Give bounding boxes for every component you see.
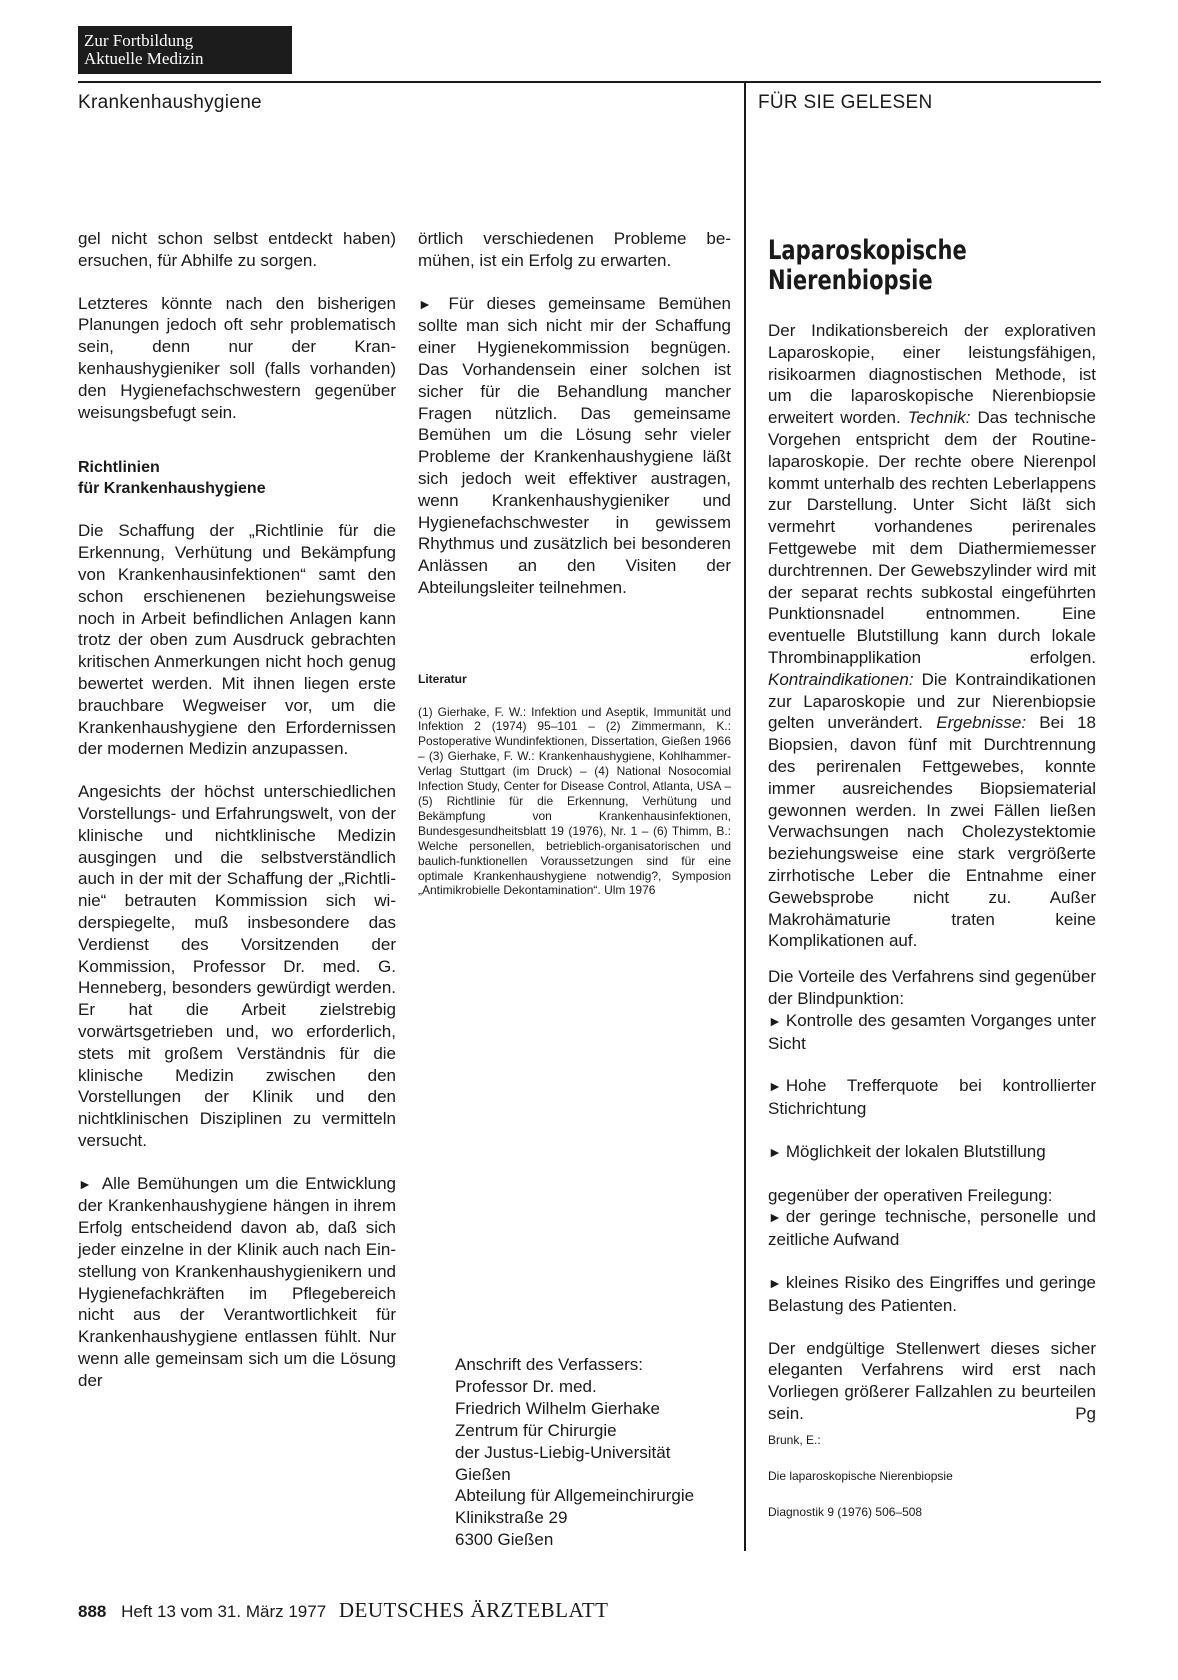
literatur-list: (1) Gierhake, F. W.: Infektion und Aseptik, Immunität und Infektion 2 (1974) 95–101 – (2) Zimmermann, K.: Postoperative Wundinfektionen, Dissertation, Gießen 1966 – (3) Gierhake, F. W.: Krankenhaushygiene, Kohlhammer-Verlag Stuttgart (im Druck) – (4) National Nosocomial Infection Study, Center for Disease Control, Atlanta, USA – (5) Richtlinie für die Erkennung, Verhütung und Bekämpfung von Krankenhausinfektionen, Bundesgesundheitsblatt 19 (1976), Nr. 1 – (6) Thimm, B.: Welche personellen, betrieblich-organisatorischen und baulich-funktionellen Voraussetzungen sind für eine optimale Krankenhaushygiene notwendig?, Symposion „Antimikrobielle Dekontamination“. Ulm 1976	[418, 704, 731, 898]
magazine-name: DEUTSCHES ÄRZTEBLATT	[338, 1598, 609, 1622]
address-line: Klinikstraße 29	[455, 1508, 568, 1528]
triangle-bullet-icon: ►	[768, 1209, 782, 1226]
list-item	[768, 1075, 1096, 1120]
list-item	[768, 1272, 1096, 1317]
article-title	[768, 236, 1024, 296]
address-line: Zentrum für Chirurgie	[455, 1420, 617, 1440]
col2-paragraph-2	[418, 293, 731, 599]
triangle-bullet-icon: ►	[78, 1175, 92, 1192]
col3-text: Bei 18 Biopsien, davon fünf mit Durchtrennung des perirenalen Fettgewebes, konnte immer ausreichendes Biopsiematerial gewonnen werden. In zwei Fällen ließen Verwachsungen nach Cholezystektomie beziehungsweise eine stark vergrößerte zirrhotische Leber die Entnahme einer Gewebsprobe nicht zu. Außer Makrohämaturie traten keine Komplikationen auf.	[768, 713, 1097, 951]
address-line: Gießen	[455, 1464, 511, 1484]
column-1	[78, 228, 396, 1413]
col3-text: Die Kontraindikationen zur Laparoskopie und zur Nierenbiopsie gelten unverändert.	[768, 669, 1096, 733]
col3-paragraph-1	[768, 320, 1096, 952]
list-item-text: Hohe Trefferquote bei kontrollierter Stichrichtung	[768, 1076, 1096, 1119]
list-item	[768, 1010, 1096, 1055]
col2-paragraph-1: örtlich verschiedenen Probleme bemühen, ist ein Erfolg zu erwarten.	[418, 229, 731, 270]
col3-paragraph-2: Die Vorteile des Verfahrens sind gegenüber der Blindpunktion:	[768, 967, 1096, 1008]
running-head-left: Krankenhaushygiene	[78, 92, 262, 113]
address-line: Abteilung für Allgemeinchirurgie	[455, 1486, 695, 1506]
col3-text: Das technische Vorgehen entspricht dem der Routinelaparoskopie. Der rechte obere Nierenpol kommt unterhalb des rechten Leberlappens zur Darstellung. Unter Sicht läßt sich vermehrt vorhandenes perirenales Fettgewebe mit dem Diathermiemesser durchtrennen. Der Gewebszylinder wird mit der separat rechts subkostal eingeführten Punktionsnadel entnommen. Eine eventuelle Blutstillung kann durch lokale Thrombinapplikation erfolgen.	[768, 408, 1096, 667]
issue-info: Heft 13 vom 31. März 1977	[121, 1602, 327, 1621]
address-line: der Justus-Liebig-Universität	[455, 1442, 671, 1462]
list-item-text: Kontrolle des gesamten Vorganges unter Sicht	[768, 1010, 1096, 1053]
address-line: Friedrich Wilhelm Gierhake	[455, 1398, 660, 1418]
list-item-text: der geringe technische, personelle und zeitliche Aufwand	[768, 1207, 1096, 1250]
section-label-line2: Aktuelle Medizin	[84, 49, 204, 68]
col1-paragraph-4: Angesichts der höchst unterschiedlichen Vorstellungs- und Erfahrungswelt, von der klinische und nichtklinische Medizin ausgingen und die selbstverständlich auch in der mit der Schaffung der „Richtlinie“ betrauten Kommission sich widerspiegelte, muß insbesondere das Verdienst des Vorsitzenden der Kommission, Professor Dr. med. G. Henneberg, besonders gewürdigt werden. Er hat die Arbeit zielstrebig vorwärtsgetrieben und, wo erforderlich, stets mit großem Verständnis für die klinische Medizin zwischen den Vorstellungen der Klinik und den nichtklinischen Disziplinen zu vermitteln versucht.	[78, 782, 396, 1150]
author-initials: Pg	[1075, 1404, 1096, 1424]
label-ergebnisse: Ergebnisse:	[936, 713, 1027, 733]
literatur-heading: Literatur	[418, 671, 467, 686]
triangle-bullet-icon: ►	[768, 1143, 782, 1160]
advantages-list	[768, 1010, 1096, 1164]
list-item-text: Möglichkeit der lokalen Blutstillung	[785, 1141, 1046, 1161]
col1-paragraph-1: gel nicht schon selbst entdeckt haben) ersuchen, für Abhilfe zu sorgen.	[78, 229, 396, 270]
reference-line: Diagnostik 9 (1976) 506–508	[768, 1504, 923, 1519]
page-number: 888	[78, 1602, 107, 1621]
list-item-text: kleines Risiko des Eingriffes und geringe Belastung des Patienten.	[768, 1273, 1096, 1315]
section-label-line1: Zur Fortbildung	[84, 31, 194, 50]
triangle-bullet-icon: ►	[418, 295, 432, 312]
address-line: 6300 Gießen	[455, 1530, 554, 1550]
col1-paragraph-3: Die Schaffung der „Richtlinie für die Erkennung, Verhütung und Bekämpfung von Krankenhausinfektionen“ samt den schon erschienenen beziehungsweise noch in Arbeit befindlichen Anlagen kann trotz der oben zum Ausdruck gebrachten kritischen Anmerkungen nicht hoch genug bewertet werden. Mit ihnen liegen erste brauchbare Wegweiser vor, um die Krankenhaushygiene den Erfordernissen der modernen Medizin anzupassen.	[78, 521, 396, 759]
triangle-bullet-icon: ►	[768, 1012, 782, 1029]
section-heading-line2: für Krankenhaushygiene	[78, 480, 266, 498]
header-rule	[78, 81, 1101, 83]
advantages-list-2	[768, 1206, 1096, 1316]
column-divider	[744, 81, 746, 1551]
col3-text: Der endgültige Stellenwert dieses sicher eleganten Verfahrens wird erst nach Vorliegen größerer Fallzahlen zu beurteilen sein.	[768, 1338, 1096, 1424]
section-label	[78, 26, 292, 74]
page-footer	[78, 1598, 608, 1623]
col1-paragraph-2: Letzteres könnte nach den bisherigen Planungen jedoch oft sehr problematisch sein, denn nur der Krankenhaushygieniker soll (falls vorhanden) den Hygienefachschwestern gegenüber weisungsbefugt sein.	[78, 293, 396, 422]
list-item	[768, 1141, 1096, 1164]
reference-line: Die laparoskopische Nierenbiopsie	[768, 1468, 953, 1483]
col3-text: Der Indikationsbereich der explorativen Laparoskopie, einer leistungsfähigen, risikoarmen diagnostischen Methode, ist um die laparoskopische Nierenbiopsie erweitert worden.	[768, 321, 1096, 428]
col3-paragraph-3: gegenüber der operativen Freilegung:	[768, 1185, 1053, 1205]
reference-block	[768, 1433, 1096, 1520]
col1-paragraph-5-text: Alle Bemühungen um die Entwicklung der Krankenhaushygiene hängen in ihrem Erfolg entscheidend davon ab, daß sich jeder einzelne in der Klinik auch nach Einstellung von Krankenhaushygienikern und Hygienefachkräften im Pflegebereich nicht aus der Verantwortlichkeit für Krankenhaushygiene entlassen fühlt. Nur wenn alle gemeinsam sich um die Lösung der	[78, 1173, 396, 1390]
running-head-right: FÜR SIE GELESEN	[758, 92, 933, 113]
article-title-line1: Laparoskopische	[768, 235, 967, 266]
address-line: Professor Dr. med.	[455, 1376, 597, 1396]
column-3	[768, 236, 1096, 1541]
article-title-line2: Nierenbiopsie	[768, 265, 933, 296]
col2-paragraph-2-text: Für dieses gemeinsame Bemühen sollte man sich nicht mir der Schaffung einer Hygienekommission begnügen. Das Vorhandensein einer solchen ist sicher für die Behandlung mancher Fragen nützlich. Das gemeinsame Bemühen um die Lösung sehr vieler Probleme der Krankenhaushygiene läßt sich jedoch weit effektiver austragen, wenn Krankenhaushygieniker und Hygienefachschwester in gewissem Rhythmus und zusätzlich bei besonderen Anlässen an den Visiten der Abteilungsleiter teilnehmen.	[418, 293, 731, 597]
col3-paragraph-4	[768, 1338, 1096, 1425]
author-address	[455, 1354, 694, 1551]
section-heading	[78, 457, 396, 499]
label-technik: Technik:	[907, 408, 971, 428]
list-item	[768, 1206, 1096, 1251]
address-line: Anschrift des Verfassers:	[455, 1355, 644, 1374]
triangle-bullet-icon: ►	[768, 1275, 782, 1292]
label-kontraindikationen: Kontraindikationen:	[768, 669, 914, 689]
col1-paragraph-5	[78, 1173, 396, 1392]
column-2	[418, 228, 731, 919]
triangle-bullet-icon: ►	[768, 1078, 782, 1095]
section-heading-line1: Richtlinien	[78, 459, 160, 477]
reference-line: Brunk, E.:	[768, 1432, 821, 1447]
